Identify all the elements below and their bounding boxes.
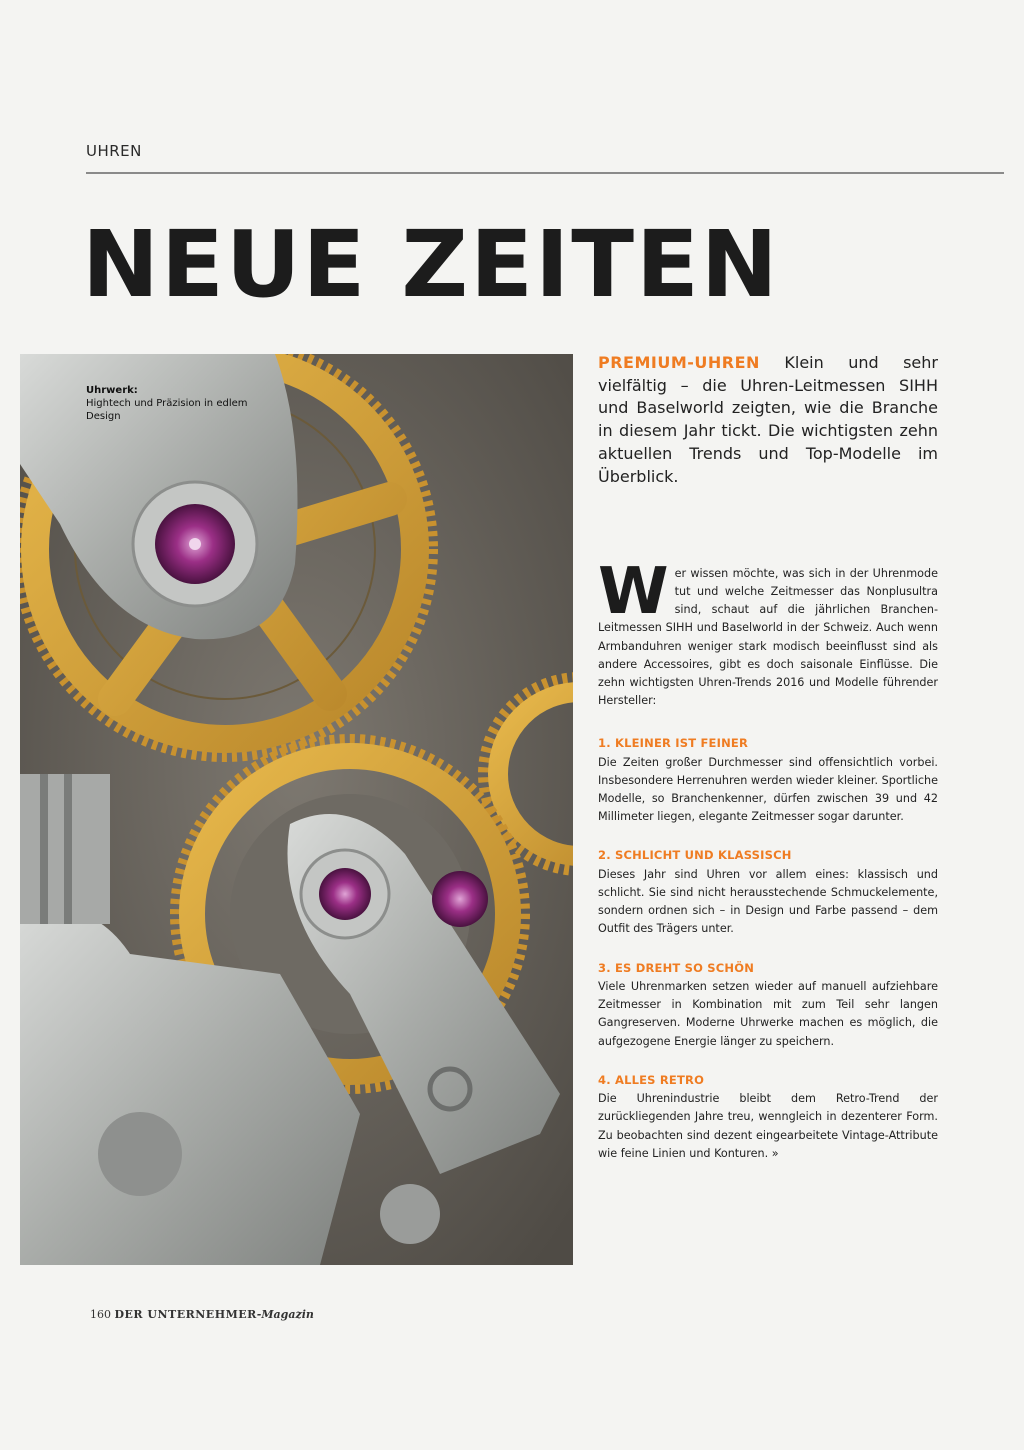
article-lead xyxy=(598,555,938,710)
page-title: NEUE ZEITEN xyxy=(82,211,780,318)
magazine-name: DER UNTERNEHMER xyxy=(114,1308,257,1321)
intro-paragraph xyxy=(598,352,938,488)
section-text: Die Uhrenindustrie bleibt dem Retro-Trend der zurückliegenden Jahre treu, wenngleich in dezenterer Form. Zu beobachten sind dezent eingearbeitete Vintage-Attribute wie feine Linien und Konturen. » xyxy=(598,1092,938,1160)
page-footer xyxy=(90,1308,314,1321)
header-rule xyxy=(86,172,1004,174)
photo-caption xyxy=(86,384,276,423)
section-label: UHREN xyxy=(86,142,142,160)
caption-text: Hightech und Präzision in edlem Design xyxy=(86,398,248,422)
article-body xyxy=(598,555,938,1183)
watch-movement-photo xyxy=(20,354,573,1265)
section-text: Die Zeiten großer Durchmesser sind offensichtlich vorbei. Insbesondere Herrenuhren werden wieder kleiner. Sportliche Modelle, so Branchenkenner, dürfen zwischen 39 und 42 Millimeter liegen, elegante Zeitmesser sogar darunter. xyxy=(598,755,938,824)
intro-kicker: PREMIUM-UHREN xyxy=(598,353,760,372)
caption-title: Uhrwerk: xyxy=(86,385,138,396)
intro-text: Klein und sehr vielfältig – die Uhren-Leitmessen SIHH und Baselworld zeigten, wie die Branche in diesem Jahr tickt. Die wichtigsten zehn aktuellen Trends und Top-Modelle im Überblick. xyxy=(598,353,938,486)
lead-text: er wissen möchte, was sich in der Uhrenmode tut und welche Zeitmesser das Nonplusultra sind, schaut auf die jährlichen Branchen-Leitmessen SIHH und Baselworld in der Schweiz. Auch wenn Armbanduhren weniger stark modisch beeinflusst sind als andere Accessoires, gibt es doch saisonale Einflüsse. Die zehn wichtigsten Uhren-Trends 2016 und Modelle führender Hersteller: xyxy=(598,567,938,707)
section-text: Dieses Jahr sind Uhren vor allem eines: klassisch und schlicht. Sie sind nicht herausstechende Schmuckelemente, sondern ordnen sich – in Design und Farbe passend – dem Outfit des Trägers unter. xyxy=(598,867,938,936)
section-heading: 3. ES DREHT SO SCHÖN xyxy=(598,960,755,975)
section-heading: 1. KLEINER IST FEINER xyxy=(598,736,749,751)
steel-column-left xyxy=(20,774,110,924)
drop-cap: W xyxy=(598,555,669,629)
magazine-suffix: -Magazin xyxy=(256,1308,314,1321)
section-text: Viele Uhrenmarken setzen wieder auf manuell aufziehbare Zeitmesser in Kombination mit zum Teil sehr langen Gangreserven. Moderne Uhrwerke machen es möglich, die aufgezogene Energie länger zu speichern. xyxy=(598,980,938,1048)
section-heading: 4. ALLES RETRO xyxy=(598,1072,705,1087)
page-number: 160 xyxy=(90,1308,111,1321)
section-heading: 2. SCHLICHT UND KLASSISCH xyxy=(598,848,792,863)
